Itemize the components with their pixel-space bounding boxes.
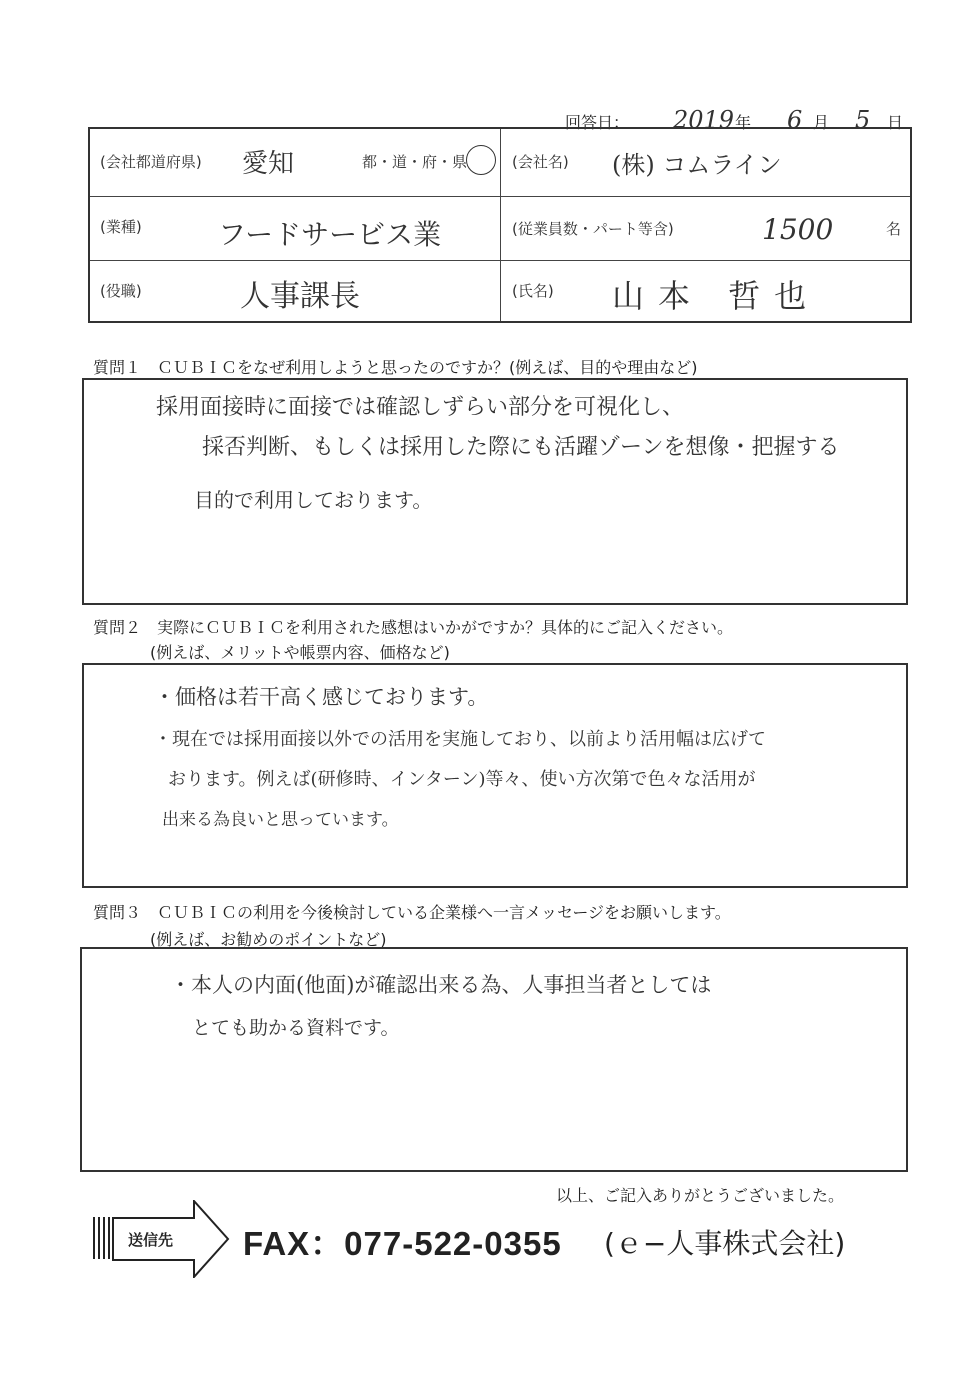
position-value: 人事課長 — [240, 279, 360, 314]
answer-3-line: ・本人の内面(他面)が確認出来る為、人事担当者としては — [170, 973, 712, 997]
answer-month: 6 — [787, 106, 803, 134]
respondent-info-table — [88, 127, 912, 323]
question-3: 質問３ ＣＵＢＩＣの利用を今後検討している企業様へ一言メッセージをお願いします。 — [93, 903, 731, 922]
position-label: (役職) — [100, 282, 142, 300]
day-unit: 日 — [887, 113, 904, 132]
selected-prefecture-circle — [466, 145, 496, 175]
answer-1-line: 採否判断、もしくは採用した際にも活躍ゾーンを想像・把握する — [202, 435, 840, 460]
answer-year: 2019 — [673, 106, 735, 134]
answer-box-2 — [82, 663, 908, 888]
fax-decoration-bars — [93, 1217, 111, 1259]
name-label: (氏名) — [512, 282, 554, 300]
question-2-hint: (例えば、メリットや帳票内容、価格など) — [150, 643, 450, 662]
answer-3-line: とても助かる資料です。 — [192, 1017, 400, 1039]
prefecture-value: 愛知 — [242, 149, 295, 179]
answer-2-line: ・現在では採用面接以外での活用を実施しており、以前より活用幅は広げて — [154, 729, 766, 750]
prefecture-label: (会社都道府県) — [100, 153, 202, 171]
employees-label: (従業員数・パート等含) — [512, 220, 674, 238]
answer-2-line: ・価格は若干高く感じております。 — [154, 685, 489, 709]
company-value: (株) コムライン — [612, 151, 782, 179]
answer-1-line: 採用面接時に面接では確認しずらい部分を可視化し、 — [156, 395, 685, 420]
answer-2-line: おります。例えば(研修時、インターン)等々、使い方次第で色々な活用が — [168, 769, 756, 790]
answer-1-line: 目的で利用しております。 — [194, 488, 433, 512]
send-to-label: 送信先 — [128, 1231, 174, 1249]
question-1: 質問１ ＣＵＢＩＣをなぜ利用しようと思ったのですか？(例えば、目的や理由など) — [93, 358, 698, 377]
prefecture-suffix: 都・道・府・県 — [362, 153, 468, 171]
answer-day: 5 — [855, 106, 871, 134]
company-label: (会社名) — [512, 153, 569, 171]
industry-value: フードサービス業 — [218, 218, 442, 251]
month-unit: 月 — [813, 113, 830, 132]
question-2: 質問２ 実際にＣＵＢＩＣを利用された感想はいかがですか？具体的にご記入ください。 — [93, 618, 734, 637]
answer-date-label: 回答日： — [565, 113, 630, 132]
year-unit: 年 — [735, 113, 752, 132]
question-3-hint: (例えば、お勧めのポイントなど) — [150, 930, 387, 949]
name-value: 山本 哲也 — [612, 277, 821, 315]
employees-value: 1500 — [762, 213, 834, 246]
answer-2-line: 出来る為良いと思っています。 — [162, 810, 399, 830]
closing-thanks: 以上、ご記入ありがとうございました。 — [556, 1186, 845, 1205]
fax-company: (ｅ−人事株式会社) — [604, 1227, 846, 1260]
table-divider — [500, 129, 501, 321]
fax-number: FAX：077-522-0355 — [243, 1225, 562, 1262]
answer-box-1 — [82, 378, 908, 605]
industry-label: (業種) — [100, 218, 142, 236]
employees-unit: 名 — [886, 220, 902, 238]
answer-box-3 — [80, 947, 908, 1172]
